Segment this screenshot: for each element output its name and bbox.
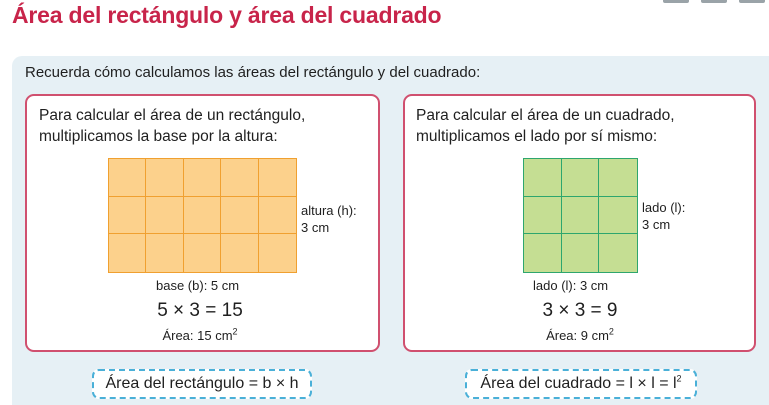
intro-text: Recuerda cómo calculamos las áreas del rectángulo y del cuadrado: <box>25 64 481 81</box>
rectangle-grid-cell <box>221 159 258 197</box>
rectangle-grid-cell <box>109 159 146 197</box>
square-formula-text: Área del cuadrado = l × l = l <box>480 375 677 392</box>
rectangle-height-value: 3 cm <box>301 220 330 235</box>
square-operation: 3 × 3 = 9 <box>542 300 618 321</box>
square-formula-exponent: 2 <box>676 373 682 384</box>
square-grid-cell <box>524 159 562 197</box>
square-grid-cell <box>599 159 637 197</box>
rectangle-explanation-line2: multiplicamos la base por la altura: <box>39 128 278 145</box>
rectangle-grid-cell <box>184 159 221 197</box>
rectangle-grid-cell <box>146 159 183 197</box>
rectangle-area-label: Área: 15 cm <box>162 328 233 343</box>
square-explanation-line2: multiplicamos el lado por sí mismo: <box>416 128 658 145</box>
square-grid-cell <box>562 234 600 272</box>
square-side-label: lado (l): <box>642 200 686 215</box>
nav-button-decoration[interactable] <box>663 0 689 3</box>
rectangle-base-label: base (b): 5 cm <box>156 278 240 293</box>
square-grid-cell <box>524 234 562 272</box>
rectangle-formula: Área del rectángulo = b × h <box>92 369 312 399</box>
square-grid-cell <box>599 197 637 235</box>
square-grid-cell <box>562 197 600 235</box>
rectangle-grid-cell <box>221 197 258 235</box>
rectangle-area <box>120 328 280 343</box>
rectangle-grid-cell <box>146 197 183 235</box>
rectangle-grid-cell <box>221 234 258 272</box>
square-grid-cell <box>599 234 637 272</box>
nav-button-decoration[interactable] <box>739 0 765 3</box>
square-grid <box>523 158 638 273</box>
nav-button-decoration[interactable] <box>701 0 727 3</box>
square-base-label: lado (l): 3 cm <box>533 278 609 293</box>
rectangle-grid <box>108 158 297 273</box>
rectangle-grid-cell <box>259 197 296 235</box>
rectangle-explanation-line1: Para calcular el área de un rectángulo, <box>39 107 306 124</box>
rectangle-grid-cell <box>259 234 296 272</box>
rectangle-height-label: altura (h): <box>301 203 357 218</box>
rectangle-grid-cell <box>184 197 221 235</box>
rectangle-operation: 5 × 3 = 15 <box>157 300 243 321</box>
rectangle-grid-cell <box>109 197 146 235</box>
square-area <box>500 328 660 343</box>
rectangle-grid-cell <box>109 234 146 272</box>
square-side-value: 3 cm <box>642 217 671 232</box>
square-area-exponent: 2 <box>608 326 614 337</box>
page-title: Área del rectángulo y área del cuadrado <box>12 2 442 28</box>
square-formula <box>465 369 697 399</box>
rectangle-area-exponent: 2 <box>232 326 238 337</box>
square-grid-cell <box>524 197 562 235</box>
rectangle-grid-cell <box>146 234 183 272</box>
rectangle-grid-cell <box>259 159 296 197</box>
square-area-label: Área: 9 cm <box>546 328 609 343</box>
square-explanation-line1: Para calcular el área de un cuadrado, <box>416 107 675 124</box>
square-grid-cell <box>562 159 600 197</box>
rectangle-grid-cell <box>184 234 221 272</box>
